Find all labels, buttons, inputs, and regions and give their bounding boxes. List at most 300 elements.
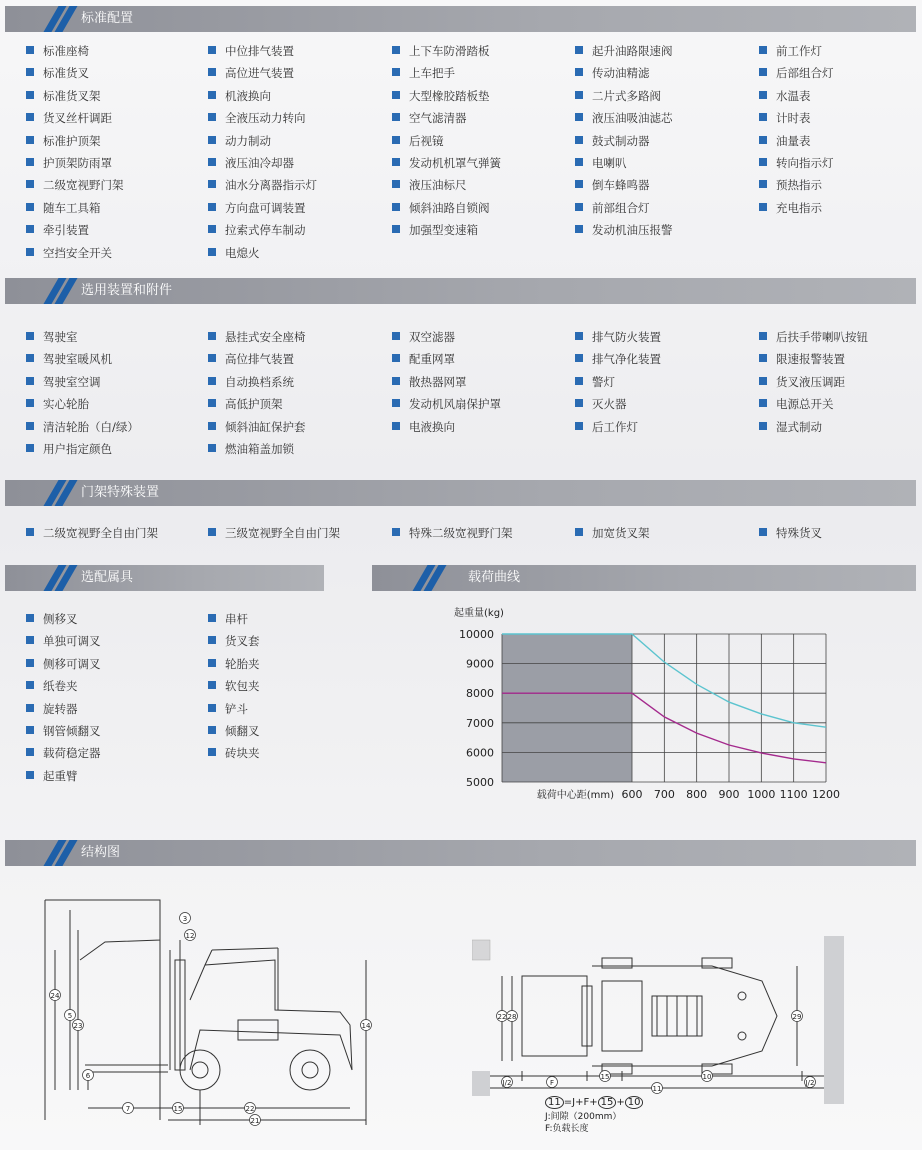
bullet-square-icon xyxy=(208,528,216,536)
bullet-square-icon xyxy=(575,422,583,430)
feature-label: 双空滤器 xyxy=(409,330,455,344)
feature-item xyxy=(208,526,340,540)
feature-label: 纸卷夹 xyxy=(43,679,78,694)
bullet-square-icon xyxy=(208,636,216,644)
feature-item xyxy=(208,44,294,58)
bullet-square-icon xyxy=(575,203,583,211)
feature-label: 倒车蜂鸣器 xyxy=(592,178,650,193)
feature-item xyxy=(208,657,260,671)
y-tick-label: 6000 xyxy=(466,746,494,760)
feature-label: 大型橡胶踏板垫 xyxy=(409,88,490,103)
bullet-square-icon xyxy=(575,528,583,536)
bullet-square-icon xyxy=(26,248,34,256)
bullet-square-icon xyxy=(575,180,583,188)
y-tick-label: 10000 xyxy=(459,628,494,641)
feature-item xyxy=(759,66,834,80)
dimension-label: 6 xyxy=(85,1072,91,1080)
feature-label: 实心轮胎 xyxy=(43,397,89,412)
bullet-square-icon xyxy=(26,444,34,452)
bullet-square-icon xyxy=(575,377,583,385)
bullet-square-icon xyxy=(208,158,216,166)
feature-label: 用户指定颜色 xyxy=(43,442,112,456)
x-tick-label: 1100 xyxy=(779,788,808,801)
bullet-square-icon xyxy=(208,248,216,256)
feature-label: 前部组合灯 xyxy=(592,200,650,215)
bullet-square-icon xyxy=(575,354,583,362)
bullet-square-icon xyxy=(392,158,400,166)
formula-text: =J+F+ xyxy=(563,1097,598,1108)
bullet-square-icon xyxy=(759,332,767,340)
feature-label: 电熄火 xyxy=(225,245,260,260)
feature-item xyxy=(26,397,89,411)
feature-label: 高位排气装置 xyxy=(225,352,294,367)
bullet-square-icon xyxy=(392,354,400,362)
feature-item xyxy=(575,134,650,148)
feature-item xyxy=(575,526,650,540)
bullet-square-icon xyxy=(392,528,400,536)
feature-item xyxy=(392,375,467,389)
feature-item xyxy=(208,442,294,456)
dimension-label: 3 xyxy=(182,915,188,923)
bullet-square-icon xyxy=(26,377,34,385)
feature-label: 驾驶室 xyxy=(43,330,78,344)
x-tick-label: 900 xyxy=(718,788,740,801)
feature-item xyxy=(392,201,490,215)
bullet-square-icon xyxy=(26,46,34,54)
section-title: 选配属具 xyxy=(81,570,134,585)
feature-label: 方向盘可调装置 xyxy=(225,200,306,215)
feature-label: 钢管倾翻叉 xyxy=(43,724,101,738)
feature-item xyxy=(208,612,248,626)
feature-label: 上下车防滑踏板 xyxy=(409,44,490,58)
feature-item xyxy=(759,420,822,434)
bullet-square-icon xyxy=(208,68,216,76)
header-attachments xyxy=(5,565,324,591)
feature-label: 软包夹 xyxy=(225,679,260,694)
feature-label: 后视镜 xyxy=(409,133,444,148)
feature-label: 货叉液压调距 xyxy=(776,374,845,389)
feature-item xyxy=(392,526,513,540)
bullet-square-icon xyxy=(26,136,34,144)
bullet-square-icon xyxy=(208,748,216,756)
feature-label: 油水分离器指示灯 xyxy=(225,178,317,193)
feature-label: 排气防火装置 xyxy=(592,330,661,344)
section-title: 标准配置 xyxy=(81,11,134,26)
feature-label: 悬挂式安全座椅 xyxy=(225,330,306,344)
feature-item xyxy=(392,89,490,103)
feature-label: 电喇叭 xyxy=(592,156,627,170)
bullet-square-icon xyxy=(759,158,767,166)
feature-item xyxy=(26,330,78,344)
circled-number: 15 xyxy=(598,1096,617,1109)
load-curve-chart xyxy=(440,600,860,810)
feature-label: 后部组合灯 xyxy=(776,66,834,81)
x-tick-label: 1200 xyxy=(812,788,840,801)
bullet-square-icon xyxy=(26,659,34,667)
feature-label: 清洁轮胎（白/绿） xyxy=(43,419,139,434)
bullet-square-icon xyxy=(392,91,400,99)
feature-item xyxy=(208,178,317,192)
feature-label: 高位进气装置 xyxy=(225,66,294,81)
feature-label: 货叉丝杆调距 xyxy=(43,111,112,126)
formula-text: + xyxy=(616,1097,625,1108)
bullet-square-icon xyxy=(208,136,216,144)
dimension-label: 23 xyxy=(73,1022,83,1030)
feature-label: 标准座椅 xyxy=(43,44,89,58)
feature-label: 警灯 xyxy=(592,374,615,389)
feature-label: 湿式制动 xyxy=(776,419,822,434)
feature-item xyxy=(759,201,822,215)
bullet-square-icon xyxy=(208,399,216,407)
feature-label: 倾斜油路自锁阀 xyxy=(409,200,490,215)
feature-item xyxy=(575,352,661,366)
bullet-square-icon xyxy=(392,203,400,211)
feature-label: 发动机风扇保护罩 xyxy=(409,397,501,412)
feature-label: 发动机油压报警 xyxy=(592,223,673,238)
y-tick-label: 7000 xyxy=(466,716,494,730)
bullet-square-icon xyxy=(575,399,583,407)
bullet-square-icon xyxy=(208,444,216,452)
bullet-square-icon xyxy=(26,771,34,779)
bullet-square-icon xyxy=(208,91,216,99)
feature-label: 电源总开关 xyxy=(776,397,834,412)
bullet-square-icon xyxy=(26,91,34,99)
bullet-square-icon xyxy=(26,681,34,689)
feature-item xyxy=(759,397,834,411)
feature-item xyxy=(26,156,112,170)
feature-item xyxy=(759,178,822,192)
bullet-square-icon xyxy=(26,113,34,121)
x-tick-label: 1000 xyxy=(747,788,776,801)
feature-item xyxy=(208,420,306,434)
feature-item xyxy=(575,420,638,434)
bullet-square-icon xyxy=(392,68,400,76)
dimension-label: 22 xyxy=(245,1105,255,1113)
feature-label: 液压油冷却器 xyxy=(225,156,294,170)
feature-item xyxy=(26,246,112,260)
bullet-square-icon xyxy=(759,422,767,430)
bullet-square-icon xyxy=(26,704,34,712)
feature-item xyxy=(759,156,834,170)
dimension-label: 15 xyxy=(600,1073,610,1081)
feature-item xyxy=(26,724,101,738)
section-title: 结构图 xyxy=(81,845,121,860)
formula-line xyxy=(545,1097,643,1108)
feature-item xyxy=(208,246,260,260)
bullet-square-icon xyxy=(759,91,767,99)
dimension-label: 21 xyxy=(250,1117,260,1125)
feature-label: 单独可调叉 xyxy=(43,634,101,649)
bullet-square-icon xyxy=(208,354,216,362)
feature-item xyxy=(26,223,89,237)
feature-label: 加强型变速箱 xyxy=(409,223,478,238)
feature-label: 二级宽视野全自由门架 xyxy=(43,526,158,540)
feature-item xyxy=(392,44,490,58)
bullet-square-icon xyxy=(759,354,767,362)
bullet-square-icon xyxy=(26,528,34,536)
feature-item xyxy=(26,134,101,148)
feature-label: 驾驶室暖风机 xyxy=(43,352,112,367)
bullet-square-icon xyxy=(575,46,583,54)
bullet-square-icon xyxy=(575,158,583,166)
bullet-square-icon xyxy=(392,113,400,121)
feature-item xyxy=(759,111,811,125)
feature-label: 液压油吸油滤芯 xyxy=(592,111,673,126)
y-tick-label: 5000 xyxy=(466,776,494,789)
feature-label: 传动油精滤 xyxy=(592,66,650,81)
x-tick-label: 700 xyxy=(653,788,675,801)
feature-item xyxy=(208,397,283,411)
feature-label: 配重网罩 xyxy=(409,352,455,367)
feature-label: 载荷稳定器 xyxy=(43,746,101,761)
bullet-square-icon xyxy=(759,46,767,54)
bullet-square-icon xyxy=(26,422,34,430)
bullet-square-icon xyxy=(392,422,400,430)
feature-item xyxy=(208,156,294,170)
x-tick-label: 800 xyxy=(686,788,708,801)
bullet-square-icon xyxy=(26,225,34,233)
feature-item xyxy=(392,156,501,170)
header-slash-icon xyxy=(49,278,79,304)
feature-label: 限速报警装置 xyxy=(776,352,845,367)
feature-item xyxy=(26,746,101,760)
header-standard xyxy=(5,6,916,32)
bullet-square-icon xyxy=(208,726,216,734)
feature-label: 灭火器 xyxy=(592,397,627,412)
y-tick-label: 8000 xyxy=(466,687,494,701)
feature-item xyxy=(208,375,294,389)
feature-item xyxy=(575,330,661,344)
feature-item xyxy=(392,66,455,80)
feature-label: 护顶架防雨罩 xyxy=(43,156,112,170)
feature-label: 二片式多路阀 xyxy=(592,88,661,103)
bullet-square-icon xyxy=(26,636,34,644)
feature-label: 高低护顶架 xyxy=(225,397,283,412)
feature-item xyxy=(26,111,112,125)
dimension-label: 28 xyxy=(507,1013,517,1021)
feature-item xyxy=(26,657,101,671)
dimension-label: 12 xyxy=(185,932,195,940)
feature-label: 计时表 xyxy=(776,111,811,126)
feature-item xyxy=(759,44,822,58)
bullet-square-icon xyxy=(26,354,34,362)
feature-label: 随车工具箱 xyxy=(43,200,101,215)
feature-label: 货叉套 xyxy=(225,634,260,649)
feature-item xyxy=(392,178,467,192)
feature-label: 鼓式制动器 xyxy=(592,133,650,148)
feature-label: 后工作灯 xyxy=(592,419,638,434)
bullet-square-icon xyxy=(208,614,216,622)
feature-label: 砖块夹 xyxy=(225,746,260,761)
feature-label: 起升油路限速阀 xyxy=(592,44,673,58)
bullet-square-icon xyxy=(208,203,216,211)
feature-item xyxy=(208,352,294,366)
feature-label: 后扶手带喇叭按钮 xyxy=(776,330,868,344)
feature-label: 液压油标尺 xyxy=(409,178,467,193)
feature-label: 特殊二级宽视野门架 xyxy=(409,526,513,540)
dimension-label: 14 xyxy=(361,1022,371,1030)
feature-label: 充电指示 xyxy=(776,200,822,215)
feature-label: 侧移可调叉 xyxy=(43,656,101,671)
note-clearance: J:间隙（200mm） xyxy=(545,1112,622,1122)
feature-item xyxy=(575,111,673,125)
bullet-square-icon xyxy=(208,377,216,385)
section-title: 载荷曲线 xyxy=(468,570,521,585)
y-axis-label: 起重量(kg) xyxy=(454,608,504,619)
bullet-square-icon xyxy=(208,681,216,689)
bullet-square-icon xyxy=(759,180,767,188)
feature-item xyxy=(759,352,845,366)
dimension-label: J/2 xyxy=(502,1079,512,1087)
feature-item xyxy=(26,442,112,456)
header-slash-icon xyxy=(49,565,79,591)
bullet-square-icon xyxy=(575,225,583,233)
feature-label: 中位排气装置 xyxy=(225,44,294,58)
feature-label: 空气滤清器 xyxy=(409,111,467,126)
feature-item xyxy=(208,223,306,237)
feature-label: 倾斜油缸保护套 xyxy=(225,419,306,434)
feature-label: 标准货叉 xyxy=(43,66,89,81)
feature-item xyxy=(575,89,661,103)
bullet-square-icon xyxy=(759,136,767,144)
feature-item xyxy=(208,724,260,738)
bullet-square-icon xyxy=(575,91,583,99)
bullet-square-icon xyxy=(26,180,34,188)
feature-item xyxy=(392,352,455,366)
bullet-square-icon xyxy=(759,399,767,407)
feature-label: 全液压动力转向 xyxy=(225,111,306,126)
bullet-square-icon xyxy=(392,332,400,340)
feature-item xyxy=(208,201,306,215)
feature-item xyxy=(208,66,294,80)
header-slash-icon xyxy=(49,840,79,866)
x-axis-label: 载荷中心距(mm) xyxy=(536,790,614,801)
feature-label: 动力制动 xyxy=(225,133,271,148)
feature-item xyxy=(392,420,455,434)
feature-label: 二级宽视野门架 xyxy=(43,178,124,193)
feature-item xyxy=(26,702,78,716)
dimension-label: 24 xyxy=(50,992,60,1000)
feature-item xyxy=(575,44,673,58)
bullet-square-icon xyxy=(759,113,767,121)
feature-item xyxy=(26,420,139,434)
bullet-square-icon xyxy=(26,158,34,166)
feature-item xyxy=(26,526,158,540)
dimension-label: 15 xyxy=(173,1105,183,1113)
circled-number: 11 xyxy=(545,1096,564,1109)
bullet-square-icon xyxy=(26,332,34,340)
dimension-label: 29 xyxy=(792,1013,802,1021)
dimension-label: 10 xyxy=(702,1073,712,1081)
feature-item xyxy=(208,89,271,103)
header-slash-icon xyxy=(49,6,79,32)
feature-label: 倾翻叉 xyxy=(225,724,260,738)
feature-label: 驾驶室空调 xyxy=(43,374,101,389)
feature-label: 特殊货叉 xyxy=(776,526,822,540)
feature-item xyxy=(392,330,455,344)
feature-item xyxy=(759,89,811,103)
feature-item xyxy=(208,634,260,648)
feature-item xyxy=(392,134,444,148)
feature-label: 自动换档系统 xyxy=(225,374,294,389)
bullet-square-icon xyxy=(392,399,400,407)
header-mast xyxy=(5,480,916,506)
feature-item xyxy=(26,679,78,693)
bullet-square-icon xyxy=(208,225,216,233)
feature-label: 拉索式停车制动 xyxy=(225,223,306,238)
feature-item xyxy=(208,702,248,716)
feature-item xyxy=(208,330,306,344)
bullet-square-icon xyxy=(575,332,583,340)
bullet-square-icon xyxy=(26,399,34,407)
x-tick-label: 600 xyxy=(621,788,643,801)
bullet-square-icon xyxy=(208,180,216,188)
y-tick-label: 9000 xyxy=(466,657,494,671)
feature-label: 转向指示灯 xyxy=(776,156,834,170)
load-zone-shade xyxy=(502,634,632,782)
feature-item xyxy=(392,223,478,237)
feature-label: 串杆 xyxy=(225,612,248,626)
bullet-square-icon xyxy=(759,68,767,76)
feature-label: 旋转器 xyxy=(43,701,78,716)
bullet-square-icon xyxy=(208,113,216,121)
feature-label: 机液换向 xyxy=(225,88,271,103)
feature-label: 散热器网罩 xyxy=(409,374,467,389)
feature-item xyxy=(575,223,673,237)
feature-item xyxy=(392,111,467,125)
bullet-square-icon xyxy=(392,225,400,233)
dimension-label: 22 xyxy=(497,1013,507,1021)
feature-item xyxy=(759,526,822,540)
bullet-square-icon xyxy=(208,704,216,712)
bullet-square-icon xyxy=(392,377,400,385)
note-load-length: F:负载长度 xyxy=(545,1124,589,1134)
feature-item xyxy=(26,178,124,192)
bullet-square-icon xyxy=(26,726,34,734)
feature-item xyxy=(575,156,627,170)
forklift-top-view-diagram xyxy=(472,936,847,1106)
feature-item xyxy=(208,746,260,760)
feature-label: 水温表 xyxy=(776,88,811,103)
feature-item xyxy=(26,89,101,103)
feature-item xyxy=(575,375,615,389)
feature-item xyxy=(208,111,306,125)
bullet-square-icon xyxy=(208,46,216,54)
bullet-square-icon xyxy=(575,113,583,121)
feature-item xyxy=(575,178,650,192)
feature-item xyxy=(575,201,650,215)
bullet-square-icon xyxy=(759,203,767,211)
feature-label: 轮胎夹 xyxy=(225,656,260,671)
header-optional xyxy=(5,278,916,304)
feature-label: 标准货叉架 xyxy=(43,88,101,103)
feature-item xyxy=(26,375,101,389)
bullet-square-icon xyxy=(392,180,400,188)
feature-item xyxy=(575,397,627,411)
bullet-square-icon xyxy=(26,68,34,76)
feature-item xyxy=(759,330,868,344)
feature-label: 加宽货叉架 xyxy=(592,526,650,540)
feature-label: 前工作灯 xyxy=(776,44,822,58)
feature-label: 标准护顶架 xyxy=(43,133,101,148)
feature-label: 上车把手 xyxy=(409,66,455,81)
dimension-label: J/2 xyxy=(805,1079,815,1087)
bullet-square-icon xyxy=(26,748,34,756)
forklift-side-view-diagram xyxy=(40,890,400,1130)
dimension-label: 5 xyxy=(67,1012,73,1020)
feature-label: 起重臂 xyxy=(43,768,78,783)
feature-item xyxy=(208,679,260,693)
